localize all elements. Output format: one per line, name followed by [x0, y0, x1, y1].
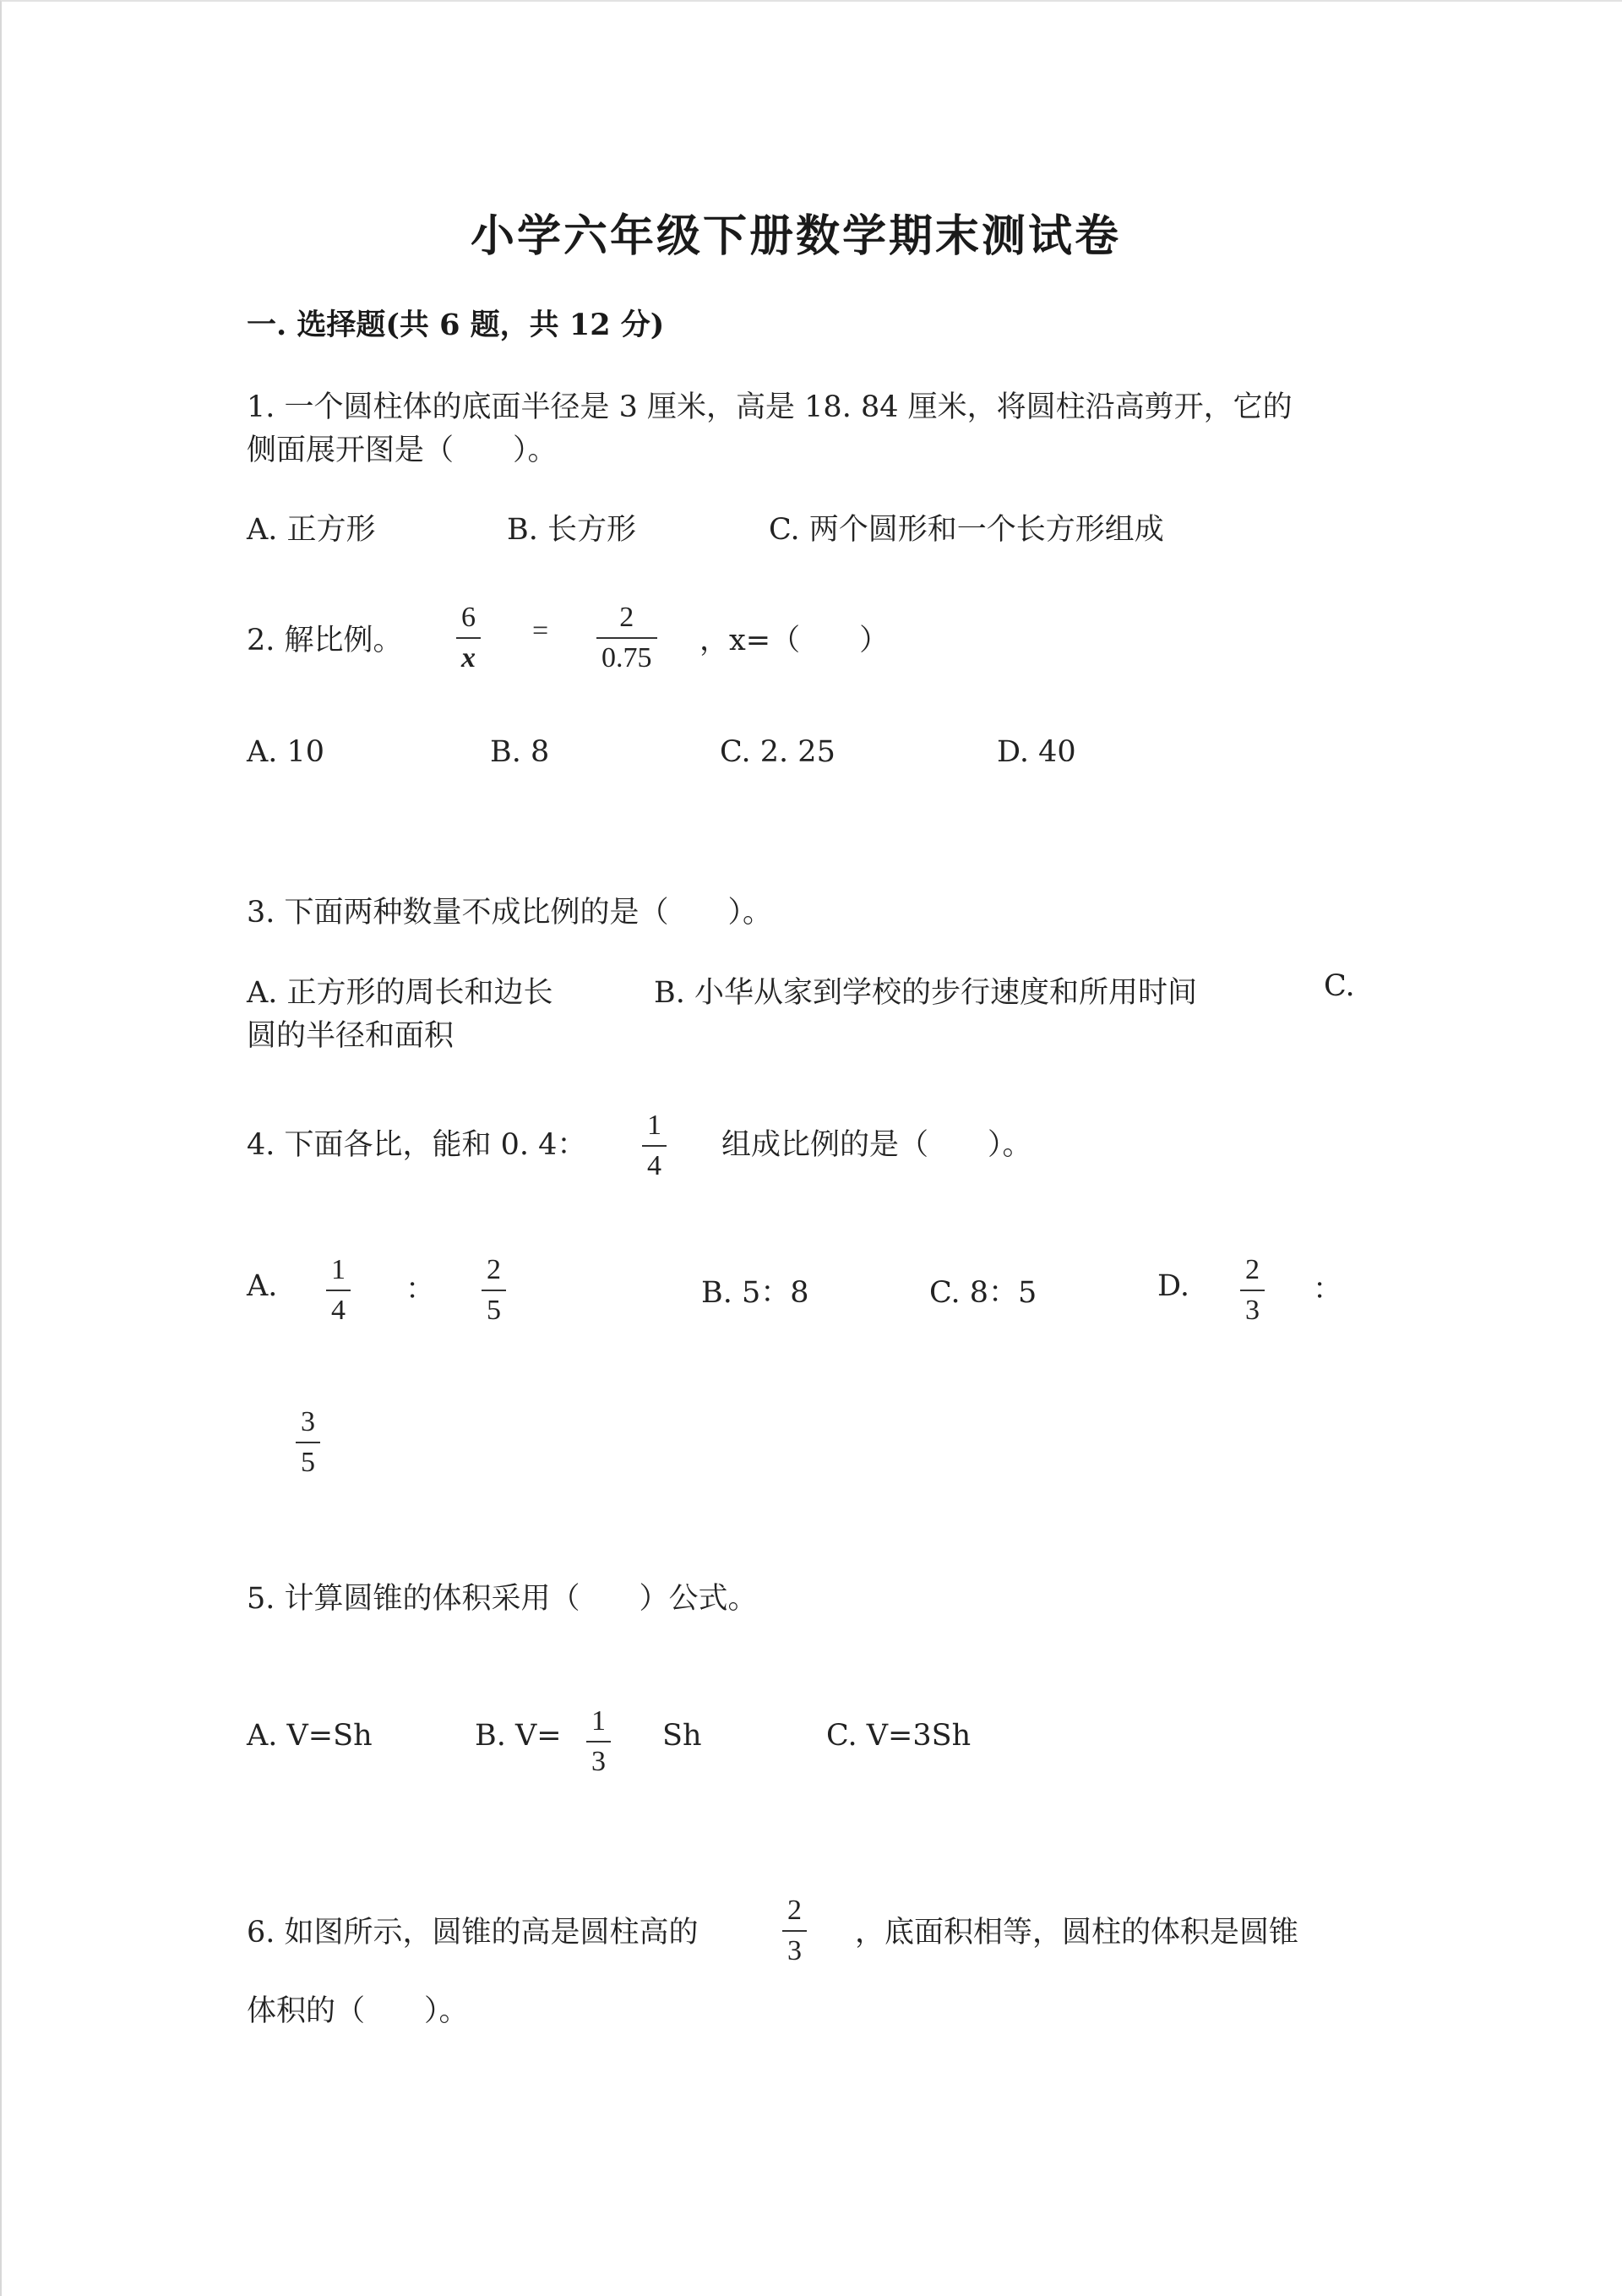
- q2-fraction-2: [596, 603, 657, 673]
- section-heading: 一. 选择题(共 6 题，共 12 分): [247, 308, 665, 342]
- question-2-suffix: ，x=（ ）: [699, 624, 890, 657]
- fraction-numerator: 1: [331, 1254, 346, 1285]
- fraction-numerator: 3: [301, 1406, 315, 1437]
- ratio-colon: ：: [406, 1273, 436, 1306]
- ratio-colon: ：: [1313, 1273, 1343, 1306]
- q3-option-a: A. 正方形的周长和边长: [247, 976, 553, 1010]
- q2-fraction-1: [456, 603, 481, 673]
- fraction-denominator: 5: [487, 1295, 501, 1326]
- q1-option-a: A. 正方形: [247, 513, 376, 547]
- q2-option-b: B. 8: [490, 735, 550, 769]
- fraction-numerator: 1: [647, 1110, 661, 1141]
- q4-option-a-label: A.: [247, 1269, 278, 1303]
- question-4-prefix: 4. 下面各比，能和 0. 4：: [247, 1128, 587, 1162]
- question-3-text: 3. 下面两种数量不成比例的是（ ）。: [247, 896, 773, 930]
- q4-option-a-fraction-1: [326, 1256, 351, 1325]
- q2-option-d: D. 40: [997, 735, 1076, 769]
- question-6-line2: 体积的（ ）。: [247, 1994, 469, 2028]
- page-title: 小学六年级下册数学期末测试卷: [471, 210, 1122, 262]
- q3-option-b: B. 小华从家到学校的步行速度和所用时间: [654, 976, 1197, 1010]
- q4-option-c: C. 8：5: [929, 1276, 1037, 1310]
- fraction-denominator: 5: [301, 1447, 315, 1478]
- fraction-numerator: 6: [461, 602, 476, 633]
- q3-option-c-label: C.: [1324, 969, 1355, 1003]
- fraction-numerator: 2: [1245, 1254, 1260, 1285]
- q2-option-c: C. 2. 25: [720, 735, 835, 769]
- q5-option-b-fraction: [586, 1707, 611, 1776]
- fraction-denominator: 0.75: [601, 642, 652, 674]
- fraction-numerator: 2: [619, 602, 634, 633]
- q4-fraction: [642, 1111, 667, 1181]
- question-1-line2: 侧面展开图是（ ）。: [247, 434, 558, 467]
- q5-option-b-label: B. V=: [475, 1719, 562, 1753]
- q5-option-b-suffix: Sh: [662, 1719, 702, 1753]
- fraction-denominator: 4: [647, 1150, 661, 1181]
- q1-option-c: C. 两个圆形和一个长方形组成: [769, 513, 1164, 547]
- q4-option-a-fraction-2: [482, 1256, 506, 1325]
- fraction-numerator: 1: [591, 1705, 606, 1737]
- q6-fraction: [782, 1896, 807, 1966]
- q2-option-a: A. 10: [247, 735, 325, 769]
- fraction-denominator: 3: [1245, 1295, 1260, 1326]
- fraction-denominator: 3: [591, 1746, 606, 1777]
- q4-option-d-fraction-2: [296, 1408, 320, 1477]
- question-6-suffix: ，底面积相等，圆柱的体积是圆锥: [855, 1916, 1299, 1950]
- q3-option-c-text: 圆的半径和面积: [247, 1019, 454, 1053]
- fraction-numerator: 2: [487, 1254, 501, 1285]
- fraction-denominator: x: [461, 642, 476, 674]
- question-5-text: 5. 计算圆锥的体积采用（ ）公式。: [247, 1582, 758, 1616]
- equals-sign: =: [532, 615, 549, 646]
- fraction-numerator: 2: [787, 1895, 802, 1926]
- q4-option-b: B. 5：8: [701, 1276, 809, 1310]
- q4-option-d-fraction-1: [1240, 1256, 1265, 1325]
- question-6-prefix: 6. 如图所示，圆锥的高是圆柱高的: [247, 1916, 699, 1950]
- question-1-line1: 1. 一个圆柱体的底面半径是 3 厘米，高是 18. 84 厘米，将圆柱沿高剪开，它的: [247, 390, 1293, 424]
- q5-option-a: A. V=Sh: [247, 1719, 373, 1753]
- question-2-prefix: 2. 解比例。: [247, 624, 403, 657]
- q4-option-d-label: D.: [1157, 1269, 1189, 1303]
- fraction-denominator: 4: [331, 1295, 346, 1326]
- q5-option-c: C. V=3Sh: [826, 1719, 972, 1753]
- q1-option-b: B. 长方形: [507, 513, 636, 547]
- fraction-denominator: 3: [787, 1935, 802, 1966]
- question-4-suffix: 组成比例的是（ ）。: [721, 1128, 1032, 1162]
